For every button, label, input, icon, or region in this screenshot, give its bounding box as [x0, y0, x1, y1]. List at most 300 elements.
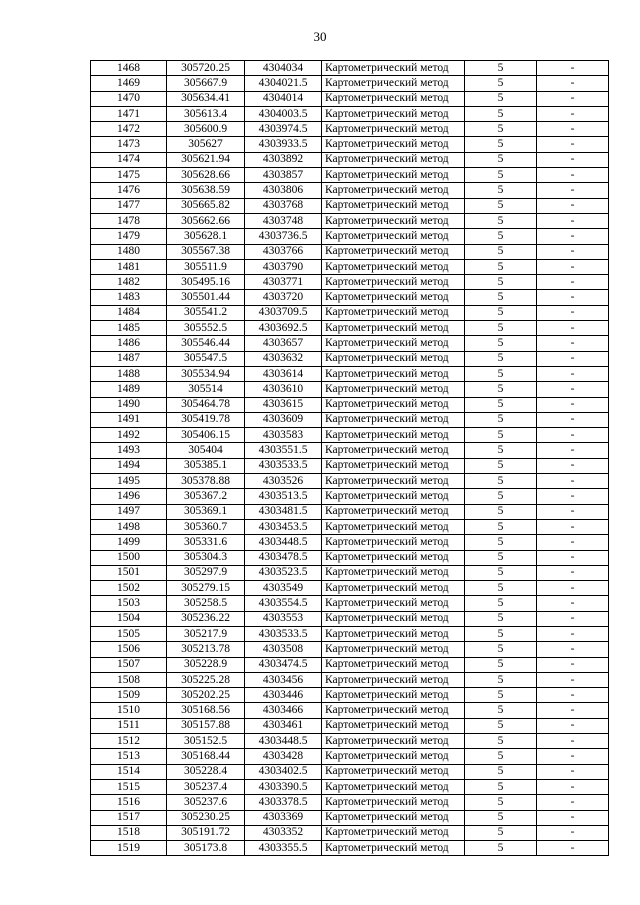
table-row [91, 244, 609, 259]
accuracy-cell: 5 [465, 703, 537, 718]
accuracy-cell: 5 [465, 168, 537, 183]
table-row [91, 183, 609, 198]
point-number-cell: 1477 [91, 198, 167, 213]
y-coordinate-cell: 4304034 [245, 61, 322, 76]
point-number-cell: 1482 [91, 275, 167, 290]
point-number-cell: 1506 [91, 642, 167, 657]
x-coordinate-cell: 305667.9 [167, 76, 245, 91]
note-cell: - [537, 336, 609, 351]
method-cell: Картометрический метод [322, 122, 465, 137]
x-coordinate-cell: 305621.94 [167, 152, 245, 167]
method-cell: Картометрический метод [322, 275, 465, 290]
x-coordinate-cell: 305464.78 [167, 397, 245, 412]
point-number-cell: 1516 [91, 795, 167, 810]
x-coordinate-cell: 305628.66 [167, 168, 245, 183]
y-coordinate-cell: 4303768 [245, 198, 322, 213]
x-coordinate-cell: 305168.56 [167, 703, 245, 718]
table-row [91, 198, 609, 213]
method-cell: Картометрический метод [322, 76, 465, 91]
y-coordinate-cell: 4303369 [245, 810, 322, 825]
method-cell: Картометрический метод [322, 519, 465, 534]
y-coordinate-cell: 4303892 [245, 152, 322, 167]
x-coordinate-cell: 305228.9 [167, 657, 245, 672]
point-number-cell: 1517 [91, 810, 167, 825]
table-row [91, 474, 609, 489]
note-cell: - [537, 366, 609, 381]
method-cell: Картометрический метод [322, 321, 465, 336]
point-number-cell: 1498 [91, 519, 167, 534]
method-cell: Картометрический метод [322, 734, 465, 749]
x-coordinate-cell: 305501.44 [167, 290, 245, 305]
note-cell: - [537, 259, 609, 274]
method-cell: Картометрический метод [322, 749, 465, 764]
note-cell: - [537, 321, 609, 336]
x-coordinate-cell: 305406.15 [167, 428, 245, 443]
x-coordinate-cell: 305534.94 [167, 366, 245, 381]
method-cell: Картометрический метод [322, 596, 465, 611]
method-cell: Картометрический метод [322, 213, 465, 228]
y-coordinate-cell: 4303657 [245, 336, 322, 351]
x-coordinate-cell: 305157.88 [167, 718, 245, 733]
x-coordinate-cell: 305152.5 [167, 734, 245, 749]
note-cell: - [537, 198, 609, 213]
table-row [91, 810, 609, 825]
method-cell: Картометрический метод [322, 428, 465, 443]
method-cell: Картометрический метод [322, 382, 465, 397]
y-coordinate-cell: 4303456 [245, 672, 322, 687]
method-cell: Картометрический метод [322, 779, 465, 794]
x-coordinate-cell: 305279.15 [167, 581, 245, 596]
note-cell: - [537, 91, 609, 106]
note-cell: - [537, 810, 609, 825]
note-cell: - [537, 397, 609, 412]
accuracy-cell: 5 [465, 275, 537, 290]
note-cell: - [537, 137, 609, 152]
accuracy-cell: 5 [465, 841, 537, 856]
y-coordinate-cell: 4303446 [245, 688, 322, 703]
table-row [91, 825, 609, 840]
note-cell: - [537, 703, 609, 718]
note-cell: - [537, 76, 609, 91]
accuracy-cell: 5 [465, 764, 537, 779]
note-cell: - [537, 749, 609, 764]
y-coordinate-cell: 4303513.5 [245, 489, 322, 504]
y-coordinate-cell: 4303474.5 [245, 657, 322, 672]
accuracy-cell: 5 [465, 611, 537, 626]
x-coordinate-cell: 305236.22 [167, 611, 245, 626]
point-number-cell: 1501 [91, 565, 167, 580]
y-coordinate-cell: 4303615 [245, 397, 322, 412]
y-coordinate-cell: 4303508 [245, 642, 322, 657]
table-row [91, 688, 609, 703]
y-coordinate-cell: 4303632 [245, 351, 322, 366]
note-cell: - [537, 61, 609, 76]
method-cell: Картометрический метод [322, 672, 465, 687]
accuracy-cell: 5 [465, 734, 537, 749]
accuracy-cell: 5 [465, 489, 537, 504]
y-coordinate-cell: 4303481.5 [245, 504, 322, 519]
y-coordinate-cell: 4303551.5 [245, 443, 322, 458]
method-cell: Картометрический метод [322, 795, 465, 810]
point-number-cell: 1494 [91, 458, 167, 473]
x-coordinate-cell: 305213.78 [167, 642, 245, 657]
note-cell: - [537, 504, 609, 519]
x-coordinate-cell: 305511.9 [167, 259, 245, 274]
table-row [91, 841, 609, 856]
y-coordinate-cell: 4303974.5 [245, 122, 322, 137]
table-row [91, 443, 609, 458]
y-coordinate-cell: 4303857 [245, 168, 322, 183]
accuracy-cell: 5 [465, 382, 537, 397]
table-row [91, 321, 609, 336]
method-cell: Картометрический метод [322, 657, 465, 672]
table-row [91, 657, 609, 672]
method-cell: Картометрический метод [322, 642, 465, 657]
table-row [91, 336, 609, 351]
table-row [91, 351, 609, 366]
x-coordinate-cell: 305331.6 [167, 535, 245, 550]
method-cell: Картометрический метод [322, 61, 465, 76]
point-number-cell: 1483 [91, 290, 167, 305]
note-cell: - [537, 275, 609, 290]
point-number-cell: 1470 [91, 91, 167, 106]
x-coordinate-cell: 305628.1 [167, 229, 245, 244]
note-cell: - [537, 229, 609, 244]
accuracy-cell: 5 [465, 213, 537, 228]
note-cell: - [537, 535, 609, 550]
y-coordinate-cell: 4303748 [245, 213, 322, 228]
table-row [91, 61, 609, 76]
method-cell: Картометрический метод [322, 290, 465, 305]
table-row [91, 259, 609, 274]
y-coordinate-cell: 4303610 [245, 382, 322, 397]
note-cell: - [537, 718, 609, 733]
table-row [91, 504, 609, 519]
x-coordinate-cell: 305600.9 [167, 122, 245, 137]
note-cell: - [537, 412, 609, 427]
point-number-cell: 1468 [91, 61, 167, 76]
y-coordinate-cell: 4303466 [245, 703, 322, 718]
table-row [91, 749, 609, 764]
y-coordinate-cell: 4303692.5 [245, 321, 322, 336]
table-row [91, 305, 609, 320]
point-number-cell: 1478 [91, 213, 167, 228]
y-coordinate-cell: 4304014 [245, 91, 322, 106]
note-cell: - [537, 122, 609, 137]
table-row [91, 581, 609, 596]
y-coordinate-cell: 4303526 [245, 474, 322, 489]
y-coordinate-cell: 4303352 [245, 825, 322, 840]
table-row [91, 626, 609, 641]
x-coordinate-cell: 305202.25 [167, 688, 245, 703]
point-number-cell: 1507 [91, 657, 167, 672]
point-number-cell: 1469 [91, 76, 167, 91]
point-number-cell: 1490 [91, 397, 167, 412]
x-coordinate-cell: 305297.9 [167, 565, 245, 580]
point-number-cell: 1514 [91, 764, 167, 779]
point-number-cell: 1473 [91, 137, 167, 152]
point-number-cell: 1476 [91, 183, 167, 198]
accuracy-cell: 5 [465, 183, 537, 198]
method-cell: Картометрический метод [322, 305, 465, 320]
note-cell: - [537, 106, 609, 121]
table-row [91, 642, 609, 657]
accuracy-cell: 5 [465, 519, 537, 534]
y-coordinate-cell: 4303583 [245, 428, 322, 443]
point-number-cell: 1488 [91, 366, 167, 381]
y-coordinate-cell: 4303428 [245, 749, 322, 764]
y-coordinate-cell: 4303378.5 [245, 795, 322, 810]
x-coordinate-cell: 305237.4 [167, 779, 245, 794]
note-cell: - [537, 305, 609, 320]
point-number-cell: 1489 [91, 382, 167, 397]
note-cell: - [537, 458, 609, 473]
coordinates-table-body [91, 61, 609, 856]
accuracy-cell: 5 [465, 596, 537, 611]
x-coordinate-cell: 305230.25 [167, 810, 245, 825]
accuracy-cell: 5 [465, 779, 537, 794]
table-row [91, 213, 609, 228]
x-coordinate-cell: 305173.8 [167, 841, 245, 856]
x-coordinate-cell: 305665.82 [167, 198, 245, 213]
table-row [91, 611, 609, 626]
table-row [91, 764, 609, 779]
point-number-cell: 1487 [91, 351, 167, 366]
note-cell: - [537, 565, 609, 580]
y-coordinate-cell: 4303766 [245, 244, 322, 259]
method-cell: Картометрический метод [322, 718, 465, 733]
x-coordinate-cell: 305168.44 [167, 749, 245, 764]
y-coordinate-cell: 4303614 [245, 366, 322, 381]
method-cell: Картометрический метод [322, 244, 465, 259]
y-coordinate-cell: 4303771 [245, 275, 322, 290]
accuracy-cell: 5 [465, 366, 537, 381]
note-cell: - [537, 183, 609, 198]
point-number-cell: 1497 [91, 504, 167, 519]
page-number: 30 [313, 29, 327, 44]
accuracy-cell: 5 [465, 76, 537, 91]
x-coordinate-cell: 305567.38 [167, 244, 245, 259]
x-coordinate-cell: 305720.25 [167, 61, 245, 76]
table-row [91, 91, 609, 106]
accuracy-cell: 5 [465, 305, 537, 320]
method-cell: Картометрический метод [322, 412, 465, 427]
note-cell: - [537, 443, 609, 458]
point-number-cell: 1472 [91, 122, 167, 137]
table-row [91, 535, 609, 550]
x-coordinate-cell: 305495.16 [167, 275, 245, 290]
x-coordinate-cell: 305225.28 [167, 672, 245, 687]
point-number-cell: 1475 [91, 168, 167, 183]
y-coordinate-cell: 4303709.5 [245, 305, 322, 320]
y-coordinate-cell: 4303790 [245, 259, 322, 274]
x-coordinate-cell: 305404 [167, 443, 245, 458]
y-coordinate-cell: 4303461 [245, 718, 322, 733]
accuracy-cell: 5 [465, 351, 537, 366]
method-cell: Картометрический метод [322, 336, 465, 351]
note-cell: - [537, 657, 609, 672]
point-number-cell: 1495 [91, 474, 167, 489]
point-number-cell: 1479 [91, 229, 167, 244]
method-cell: Картометрический метод [322, 688, 465, 703]
table-row [91, 672, 609, 687]
x-coordinate-cell: 305369.1 [167, 504, 245, 519]
method-cell: Картометрический метод [322, 764, 465, 779]
x-coordinate-cell: 305191.72 [167, 825, 245, 840]
accuracy-cell: 5 [465, 810, 537, 825]
table-row [91, 779, 609, 794]
note-cell: - [537, 688, 609, 703]
table-row [91, 412, 609, 427]
note-cell: - [537, 581, 609, 596]
accuracy-cell: 5 [465, 152, 537, 167]
y-coordinate-cell: 4303453.5 [245, 519, 322, 534]
accuracy-cell: 5 [465, 321, 537, 336]
note-cell: - [537, 642, 609, 657]
point-number-cell: 1515 [91, 779, 167, 794]
method-cell: Картометрический метод [322, 474, 465, 489]
x-coordinate-cell: 305217.9 [167, 626, 245, 641]
note-cell: - [537, 795, 609, 810]
table-row [91, 382, 609, 397]
method-cell: Картометрический метод [322, 259, 465, 274]
x-coordinate-cell: 305634.41 [167, 91, 245, 106]
method-cell: Картометрический метод [322, 565, 465, 580]
note-cell: - [537, 290, 609, 305]
table-row [91, 550, 609, 565]
table-row [91, 565, 609, 580]
accuracy-cell: 5 [465, 198, 537, 213]
point-number-cell: 1471 [91, 106, 167, 121]
note-cell: - [537, 489, 609, 504]
accuracy-cell: 5 [465, 535, 537, 550]
note-cell: - [537, 764, 609, 779]
y-coordinate-cell: 4303720 [245, 290, 322, 305]
y-coordinate-cell: 4303554.5 [245, 596, 322, 611]
point-number-cell: 1481 [91, 259, 167, 274]
accuracy-cell: 5 [465, 443, 537, 458]
accuracy-cell: 5 [465, 642, 537, 657]
note-cell: - [537, 382, 609, 397]
accuracy-cell: 5 [465, 626, 537, 641]
table-row [91, 76, 609, 91]
method-cell: Картометрический метод [322, 581, 465, 596]
y-coordinate-cell: 4303390.5 [245, 779, 322, 794]
table-row [91, 122, 609, 137]
y-coordinate-cell: 4304003.5 [245, 106, 322, 121]
note-cell: - [537, 213, 609, 228]
x-coordinate-cell: 305638.59 [167, 183, 245, 198]
point-number-cell: 1500 [91, 550, 167, 565]
point-number-cell: 1485 [91, 321, 167, 336]
accuracy-cell: 5 [465, 581, 537, 596]
accuracy-cell: 5 [465, 428, 537, 443]
method-cell: Картометрический метод [322, 611, 465, 626]
note-cell: - [537, 841, 609, 856]
note-cell: - [537, 626, 609, 641]
table-row [91, 458, 609, 473]
point-number-cell: 1503 [91, 596, 167, 611]
note-cell: - [537, 611, 609, 626]
accuracy-cell: 5 [465, 825, 537, 840]
table-row [91, 734, 609, 749]
method-cell: Картометрический метод [322, 825, 465, 840]
x-coordinate-cell: 305304.3 [167, 550, 245, 565]
point-number-cell: 1513 [91, 749, 167, 764]
method-cell: Картометрический метод [322, 351, 465, 366]
accuracy-cell: 5 [465, 565, 537, 580]
point-number-cell: 1510 [91, 703, 167, 718]
table-row [91, 795, 609, 810]
point-number-cell: 1508 [91, 672, 167, 687]
x-coordinate-cell: 305385.1 [167, 458, 245, 473]
note-cell: - [537, 550, 609, 565]
note-cell: - [537, 152, 609, 167]
y-coordinate-cell: 4303402.5 [245, 764, 322, 779]
table-row [91, 397, 609, 412]
method-cell: Картометрический метод [322, 152, 465, 167]
note-cell: - [537, 474, 609, 489]
note-cell: - [537, 519, 609, 534]
method-cell: Картометрический метод [322, 504, 465, 519]
accuracy-cell: 5 [465, 91, 537, 106]
point-number-cell: 1480 [91, 244, 167, 259]
method-cell: Картометрический метод [322, 489, 465, 504]
point-number-cell: 1511 [91, 718, 167, 733]
y-coordinate-cell: 4303553 [245, 611, 322, 626]
note-cell: - [537, 351, 609, 366]
table-row [91, 519, 609, 534]
point-number-cell: 1492 [91, 428, 167, 443]
table-row [91, 718, 609, 733]
method-cell: Картометрический метод [322, 626, 465, 641]
table-row [91, 229, 609, 244]
x-coordinate-cell: 305378.88 [167, 474, 245, 489]
accuracy-cell: 5 [465, 749, 537, 764]
accuracy-cell: 5 [465, 412, 537, 427]
method-cell: Картометрический метод [322, 198, 465, 213]
y-coordinate-cell: 4303533.5 [245, 626, 322, 641]
accuracy-cell: 5 [465, 550, 537, 565]
x-coordinate-cell: 305546.44 [167, 336, 245, 351]
method-cell: Картометрический метод [322, 168, 465, 183]
accuracy-cell: 5 [465, 244, 537, 259]
accuracy-cell: 5 [465, 122, 537, 137]
point-number-cell: 1512 [91, 734, 167, 749]
y-coordinate-cell: 4303806 [245, 183, 322, 198]
point-number-cell: 1493 [91, 443, 167, 458]
method-cell: Картометрический метод [322, 535, 465, 550]
method-cell: Картометрический метод [322, 550, 465, 565]
table-row [91, 489, 609, 504]
accuracy-cell: 5 [465, 61, 537, 76]
y-coordinate-cell: 4303549 [245, 581, 322, 596]
point-number-cell: 1518 [91, 825, 167, 840]
point-number-cell: 1499 [91, 535, 167, 550]
table-row [91, 168, 609, 183]
y-coordinate-cell: 4303448.5 [245, 535, 322, 550]
point-number-cell: 1491 [91, 412, 167, 427]
table-row [91, 703, 609, 718]
point-number-cell: 1496 [91, 489, 167, 504]
x-coordinate-cell: 305547.5 [167, 351, 245, 366]
accuracy-cell: 5 [465, 259, 537, 274]
method-cell: Картометрический метод [322, 106, 465, 121]
accuracy-cell: 5 [465, 688, 537, 703]
y-coordinate-cell: 4303533.5 [245, 458, 322, 473]
x-coordinate-cell: 305228.4 [167, 764, 245, 779]
y-coordinate-cell: 4304021.5 [245, 76, 322, 91]
